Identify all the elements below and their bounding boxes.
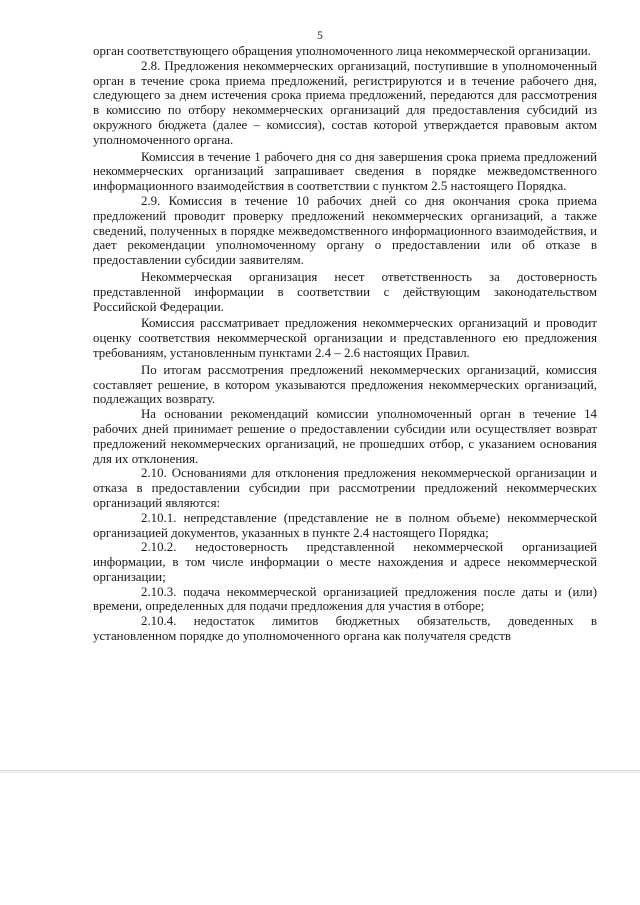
- paragraph-commission-review: Комиссия рассматривает предложения некоммерческих организаций и проводит оценку соответствия некоммерческой организации и представленного ею предложения требованиям, установленным пунктами 2.4 – 2.6 настоящих Правил.: [93, 316, 597, 360]
- paragraph-2-10-2: 2.10.2. недостоверность представленной некоммерческой организацией информации, в том числе информации о месте нахождения и адресе некоммерческой организации;: [93, 540, 597, 584]
- paragraph-decision: По итогам рассмотрения предложений некоммерческих организаций, комиссия составляет решение, в котором указываются предложения некоммерческих организаций, подлежащих возврату.: [93, 362, 597, 407]
- paragraph-2-10-3: 2.10.3. подача некоммерческой организацией предложения после даты и (или) времени, определенных для подачи предложения для участия в отборе;: [93, 584, 597, 614]
- paragraph-2-10-4: 2.10.4. недостаток лимитов бюджетных обязательств, доведенных в установленном порядке до уполномоченного органа как получателя средств: [93, 614, 597, 644]
- paragraph-commission-request: Комиссия в течение 1 рабочего дня со дня завершения срока приема предложений некоммерческих организаций запрашивает сведения в порядке межведомственного информационного взаимодействия в соответствии с пунктом 2.5 настоящего Порядка.: [93, 149, 597, 194]
- paragraph-responsibility: Некоммерческая организация несет ответственность за достоверность представленной информации в соответствии с действующим законодательством Российской Федерации.: [93, 269, 597, 314]
- paragraph-2-9: 2.9. Комиссия в течение 10 рабочих дней со дня окончания срока приема предложений проводит проверку предложений некоммерческих организаций, а также сведений, полученных в порядке межведомственного информационного взаимодействия, и дает рекомендации уполномоченному органу о предоставлении или об отказе в предоставлении субсидии заявителям.: [93, 193, 597, 268]
- paragraph-authority-decision: На основании рекомендаций комиссии уполномоченный орган в течение 14 рабочих дней принимает решение о предоставлении субсидии или осуществляет возврат предложений некоммерческих организаций, не прошедших отбор, с указанием основания для их отклонения.: [93, 407, 597, 466]
- page-number: 5: [317, 30, 323, 42]
- paragraph-2-10-1: 2.10.1. непредставление (представление не в полном объеме) некоммерческой организацией документов, указанных в пункте 2.4 настоящего Порядка;: [93, 510, 597, 540]
- document-body: [93, 44, 597, 644]
- paragraph-2-8: 2.8. Предложения некоммерческих организаций, поступившие в уполномоченный орган в течение срока приема предложений, регистрируются и в течение рабочего дня, следующего за днем истечения срока приема предложений, передаются для рассмотрения в комиссию по отбору некоммерческих организаций для предоставления субсидий из окружного бюджета (далее – комиссия), состав которой утверждается правовым актом уполномоченного органа.: [93, 58, 597, 147]
- paragraph-continuation: орган соответствующего обращения уполномоченного лица некоммерческой организации.: [93, 44, 591, 58]
- paragraph-2-10: 2.10. Основаниями для отклонения предложения некоммерческой организации и отказа в предоставлении субсидии при рассмотрении предложений некоммерческих организаций являются:: [93, 466, 597, 510]
